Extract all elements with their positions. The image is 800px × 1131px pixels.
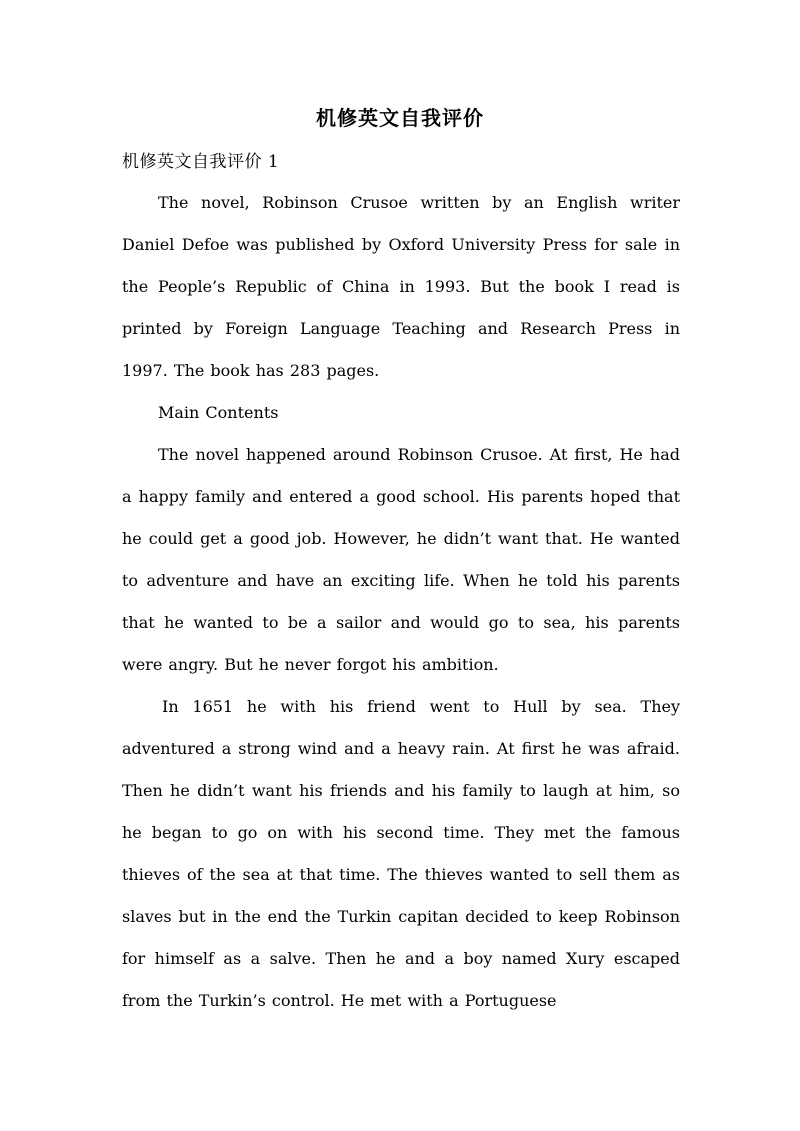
section-heading-main-contents: Main Contents: [158, 403, 279, 422]
document-title: 机修英文自我评价: [316, 106, 484, 130]
paragraph-voyage: In 1651 he with his friend went to Hull by sea. They adventured a strong wind and a heavy rain. At first he was afraid. Then he didn’t want his friends and his family to laugh at him, so he began to go on with his second time. They met the famous thieves of the sea at that time. The thieves wanted to sell them as slaves but in the end the Turkin capitan decided to keep Robinson for himself as a salve. Then he and a boy named Xury escaped from the Turkin’s control. He met with a Portuguese: [122, 697, 680, 1010]
document-body: [122, 182, 680, 1022]
document-subtitle: 机修英文自我评价 1: [122, 152, 280, 172]
paragraph-book-info: The novel, Robinson Crusoe written by an English writer Daniel Defoe was published by Oxford University Press for sale in the People’s Republic of China in 1993. But the book I read is printed by Foreign Language Teaching and Research Press in 1997. The book has 283 pages.: [122, 193, 680, 380]
paragraph-main-contents: The novel happened around Robinson Crusoe. At first, He had a happy family and entered a good school. His parents hoped that he could get a good job. However, he didn’t want that. He wanted to adventure and have an exciting life. When he told his parents that he wanted to be a sailor and would go to sea, his parents were angry. But he never forgot his ambition.: [122, 445, 680, 674]
